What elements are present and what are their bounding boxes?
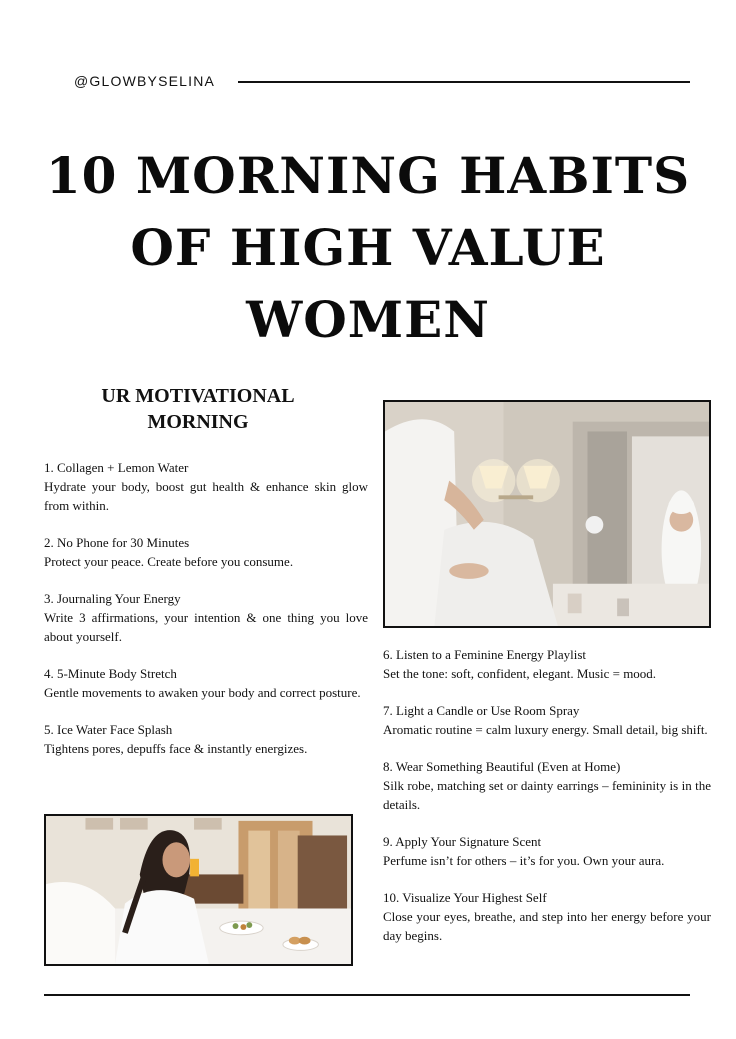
habit-title: 6. Listen to a Feminine Energy Playlist: [383, 647, 587, 662]
habit-description: Gentle movements to awaken your body and correct posture.: [44, 685, 361, 700]
habit-title: 5. Ice Water Face Splash: [44, 722, 173, 737]
subhead-line-2: MORNING: [147, 411, 249, 433]
title-line-1: 10 MORNING HABITS: [45, 146, 691, 205]
habit-item: [44, 664, 368, 702]
habit-description: Write 3 affirmations, your intention & one thing you love about yourself.: [44, 610, 368, 644]
habit-description: Tightens pores, depuffs face & instantly energizes.: [44, 741, 308, 756]
habit-title: 2. No Phone for 30 Minutes: [44, 535, 190, 550]
habit-item: [383, 701, 711, 739]
habit-item: [383, 832, 711, 870]
top-divider: [238, 81, 690, 83]
brand-handle: @GLOWBYSELINA: [74, 73, 216, 89]
habit-title: 1. Collagen + Lemon Water: [44, 460, 189, 475]
habit-item: [44, 589, 368, 646]
mirror-photo-illustration: [385, 402, 709, 626]
habit-description: Hydrate your body, boost gut health & enhance skin glow from within.: [44, 479, 368, 513]
title-line-2: OF HIGH VALUE: [130, 218, 606, 277]
habit-title: 8. Wear Something Beautiful (Even at Home): [383, 759, 621, 774]
habit-description: Protect your peace. Create before you consume.: [44, 554, 294, 569]
breakfast-in-bed-photo: [44, 814, 353, 966]
title-line-3: WOMEN: [246, 290, 490, 349]
habits-right-column: [383, 645, 711, 963]
breakfast-photo-illustration: [46, 816, 351, 964]
section-subheading: [44, 383, 352, 435]
habit-item: [44, 458, 368, 515]
habit-title: 10. Visualize Your Highest Self: [383, 890, 547, 905]
habit-item: [44, 533, 368, 571]
habit-title: 7. Light a Candle or Use Room Spray: [383, 703, 580, 718]
habit-description: Perfume isn’t for others – it’s for you. Own your aura.: [383, 853, 665, 868]
habit-item: [383, 757, 711, 814]
habit-description: Aromatic routine = calm luxury energy. Small detail, big shift.: [383, 722, 708, 737]
habit-item: [383, 645, 711, 683]
habit-description: Silk robe, matching set or dainty earrings – femininity is in the details.: [383, 778, 711, 812]
subhead-line-1: UR MOTIVATIONAL: [101, 385, 295, 407]
habit-title: 4. 5-Minute Body Stretch: [44, 666, 177, 681]
habit-description: Close your eyes, breathe, and step into her energy before your day begins.: [383, 909, 711, 943]
bottom-divider: [44, 994, 690, 996]
habit-item: [44, 720, 368, 758]
page-title: [30, 140, 706, 356]
habits-left-column: [44, 458, 368, 776]
habit-title: 3. Journaling Your Energy: [44, 591, 181, 606]
mirror-skincare-photo: [383, 400, 711, 628]
habit-item: [383, 888, 711, 945]
habit-description: Set the tone: soft, confident, elegant. Music = mood.: [383, 666, 657, 681]
habit-title: 9. Apply Your Signature Scent: [383, 834, 542, 849]
